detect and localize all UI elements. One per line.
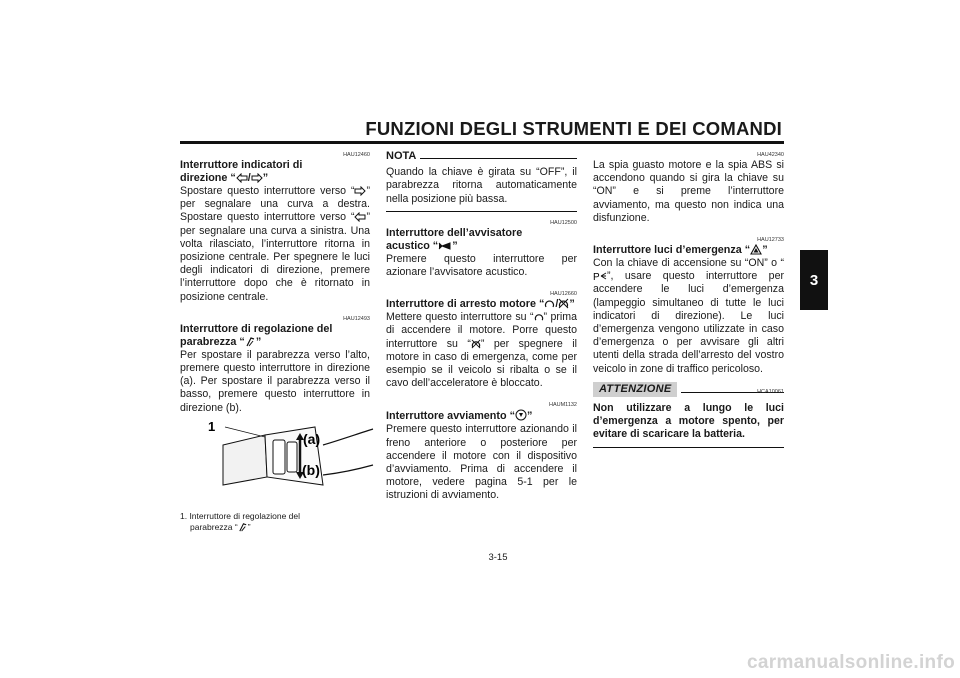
section-code: HAU42340: [757, 152, 784, 158]
handlebar-switch-figure: [205, 415, 375, 500]
hazard-body: Con la chiave di accensione su “ON” o “ P ”, usare questo interruttore per accendere le luci d’emergenza (lampeggio simultaneo di tutte le luci indicatori di direzione). Le luci d’emergenza vengono utilizzate in caso d’emergenza o per avvisare gli altri utenti della strada dell’arresto del vostro veicolo in zone di traffico pericoloso.: [593, 257, 784, 375]
figure-label-a: (a): [303, 431, 321, 447]
abs-body: La spia guasto motore e la spia ABS si accendono quando si gira la chiave su “ON” e si preme l’interruttore avviamento, ma questo non indica una disfunzione.: [593, 159, 784, 224]
figure-callout-1: 1: [208, 419, 216, 434]
figure-caption: 1. Interruttore di regolazione del parabrezza “ ”: [180, 511, 301, 532]
start-icon: [515, 409, 527, 421]
right-arrow-icon: [251, 173, 263, 183]
windshield-heading: Interruttore di regolazione del parabrezza “ ”: [180, 322, 333, 348]
watermark: carmanualsonline.info: [747, 652, 955, 673]
engine-stop-body: Mettere questo interruttore su “ ” prima di accendere il motore. Porre questo interruttore su “ ” per spegnere il motore in caso di emergenza, come per esempio se il veicolo si ribalta o se il cavo dell’acceleratore è bloccato.: [386, 311, 577, 390]
page-title: FUNZIONI DEGLI STRUMENTI E DEI COMANDI: [365, 118, 782, 139]
turn-signal-body: Spostare questo interruttore verso “ ” per segnalare una curva a destra. Spostare questo interruttore verso “ ” per segnalare una curva a sinistra. Una volta rilasciato, l’interruttore ritorna in posizione centrale. Per spegnere le luci degli indicatori di direzione, premere l’interruttore dopo che è ritornato in posizione centrale.: [180, 185, 370, 303]
engine-stop-icon: [471, 339, 481, 349]
horn-body: Premere questo interruttore per azionare l’avvisatore acustico.: [386, 252, 577, 279]
turn-signal-heading: Interruttore indicatori di direzione “ / ”: [180, 159, 303, 184]
parking-icon: [593, 271, 607, 281]
column-3: [593, 150, 784, 448]
left-arrow-icon: [236, 173, 248, 183]
note-header: NOTA: [386, 150, 577, 163]
section-code: HAUM1132: [548, 402, 577, 409]
caution-body: Non utilizzare a lungo le luci d’emergenza a motore spento, per evitare di scaricare la batteria.: [593, 402, 784, 441]
right-arrow-icon: [354, 186, 366, 196]
svg-text:P: P: [593, 272, 600, 282]
hazard-triangle-icon: [750, 244, 762, 255]
section-code: HCA10061: [757, 389, 784, 396]
handlebar-switch-illustration: [205, 415, 375, 500]
engine-run-icon: [544, 298, 555, 309]
section-code: HAU12493: [343, 315, 370, 322]
column-2: [386, 150, 577, 503]
engine-stop-heading: Interruttore di arresto motore “ / ”: [386, 298, 575, 311]
windshield-body: Per spostare il parabrezza verso l’alto, premere questo interruttore in direzione (a). Per spostare il parabrezza verso il basso, premere questo interruttore in direzione (b).: [180, 348, 370, 414]
note-body: Quando la chiave è girata su “OFF”, il parabrezza ritorna automaticamente nella posizione più bassa.: [386, 166, 577, 205]
left-arrow-icon: [354, 212, 366, 222]
start-body: Premere questo interruttore azionando il freno anteriore o posteriore per accendere il motore con il dispositivo d’avviamento. Prima di accendere il motore, vedere pagina 5-1 per le istruzioni di avviamento.: [386, 423, 577, 502]
section-code: HAU12500: [550, 219, 577, 226]
start-heading: Interruttore avviamento “ ”: [386, 410, 533, 423]
column-1: [180, 150, 370, 415]
hazard-heading: Interruttore luci d’emergenza “ ”: [593, 244, 768, 257]
section-code: HAU12660: [550, 291, 577, 298]
header-rule: [180, 141, 784, 144]
windshield-icon: [245, 336, 256, 347]
chapter-tab: 3: [800, 250, 828, 310]
section-code: HAU12460: [343, 152, 370, 158]
windshield-icon: [238, 522, 248, 532]
caution-header: ATTENZIONE: [593, 382, 784, 397]
caution-rule: [593, 447, 784, 448]
figure-label-b: (b): [302, 462, 320, 478]
engine-stop-icon: [558, 298, 569, 309]
horn-heading: Interruttore dell’avvisatore acustico “ ”: [386, 226, 523, 252]
engine-run-icon: [534, 312, 544, 322]
page-number: 3-15: [488, 552, 508, 563]
section-code: HAU12733: [757, 237, 784, 244]
horn-icon: [438, 241, 452, 251]
